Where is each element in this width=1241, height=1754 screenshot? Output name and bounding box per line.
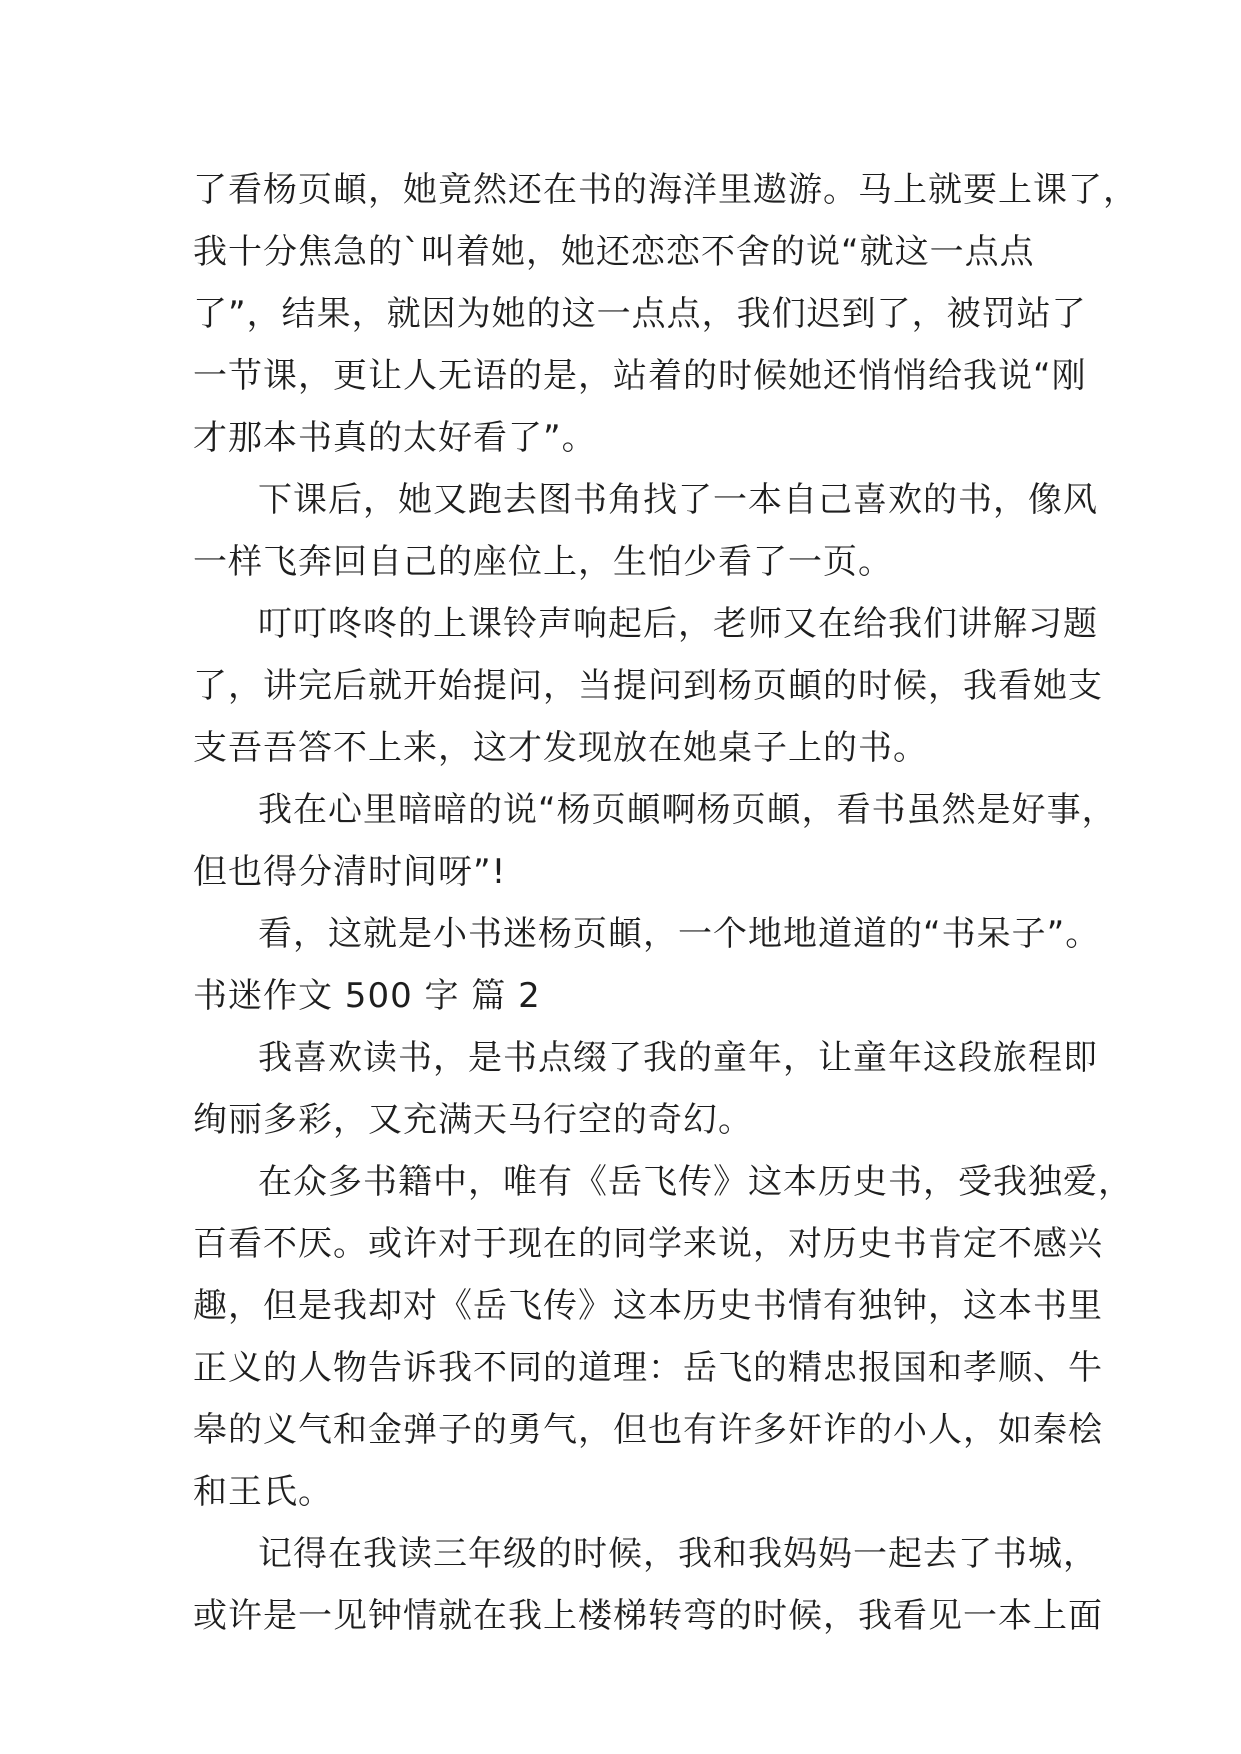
section-heading: 书迷作文 500 字 篇 2 <box>193 976 541 1016</box>
text-line: 我十分焦急的`叫着她，她还恋恋不舍的说“就这一点点 <box>193 232 1035 272</box>
text-line: 一样飞奔回自己的座位上，生怕少看了一页。 <box>193 542 893 582</box>
text-line: 百看不厌。或许对于现在的同学来说，对历史书肯定不感兴 <box>193 1224 1103 1264</box>
text-line: 记得在我读三年级的时候，我和我妈妈一起去了书城， <box>258 1534 1098 1574</box>
text-line: 了”，结果，就因为她的这一点点，我们迟到了，被罚站了 <box>193 294 1087 334</box>
text-line: 叮叮咚咚的上课铃声响起后，老师又在给我们讲解习题 <box>258 604 1098 644</box>
text-line: 皋的义气和金弹子的勇气，但也有许多奸诈的小人，如秦桧 <box>193 1410 1103 1450</box>
text-line: 下课后，她又跑去图书角找了一本自己喜欢的书，像风 <box>258 480 1098 520</box>
text-line: 我在心里暗暗的说“杨页頔啊杨页頔，看书虽然是好事， <box>258 790 1117 830</box>
text-line: 绚丽多彩，又充满天马行空的奇幻。 <box>193 1100 753 1140</box>
text-line: 了，讲完后就开始提问，当提问到杨页頔的时候，我看她支 <box>193 666 1103 706</box>
text-line: 了看杨页頔，她竟然还在书的海洋里遨游。马上就要上课了， <box>193 170 1138 210</box>
text-line: 趣，但是我却对《岳飞传》这本历史书情有独钟，这本书里 <box>193 1286 1103 1326</box>
text-line: 正义的人物告诉我不同的道理：岳飞的精忠报国和孝顺、牛 <box>193 1348 1103 1388</box>
text-line: 才那本书真的太好看了”。 <box>193 418 597 458</box>
text-line: 或许是一见钟情就在我上楼梯转弯的时候，我看见一本上面 <box>193 1596 1103 1636</box>
text-line: 一节课，更让人无语的是，站着的时候她还悄悄给我说“刚 <box>193 356 1087 396</box>
text-line: 在众多书籍中，唯有《岳飞传》这本历史书，受我独爱， <box>258 1162 1133 1202</box>
text-line: 我喜欢读书，是书点缀了我的童年，让童年这段旅程即 <box>258 1038 1098 1078</box>
text-line: 但也得分清时间呀”! <box>193 852 507 892</box>
text-line: 和王氏。 <box>193 1472 333 1512</box>
text-line: 看，这就是小书迷杨页頔，一个地地道道的“书呆子”。 <box>258 914 1101 954</box>
text-line: 支吾吾答不上来，这才发现放在她桌子上的书。 <box>193 728 928 768</box>
